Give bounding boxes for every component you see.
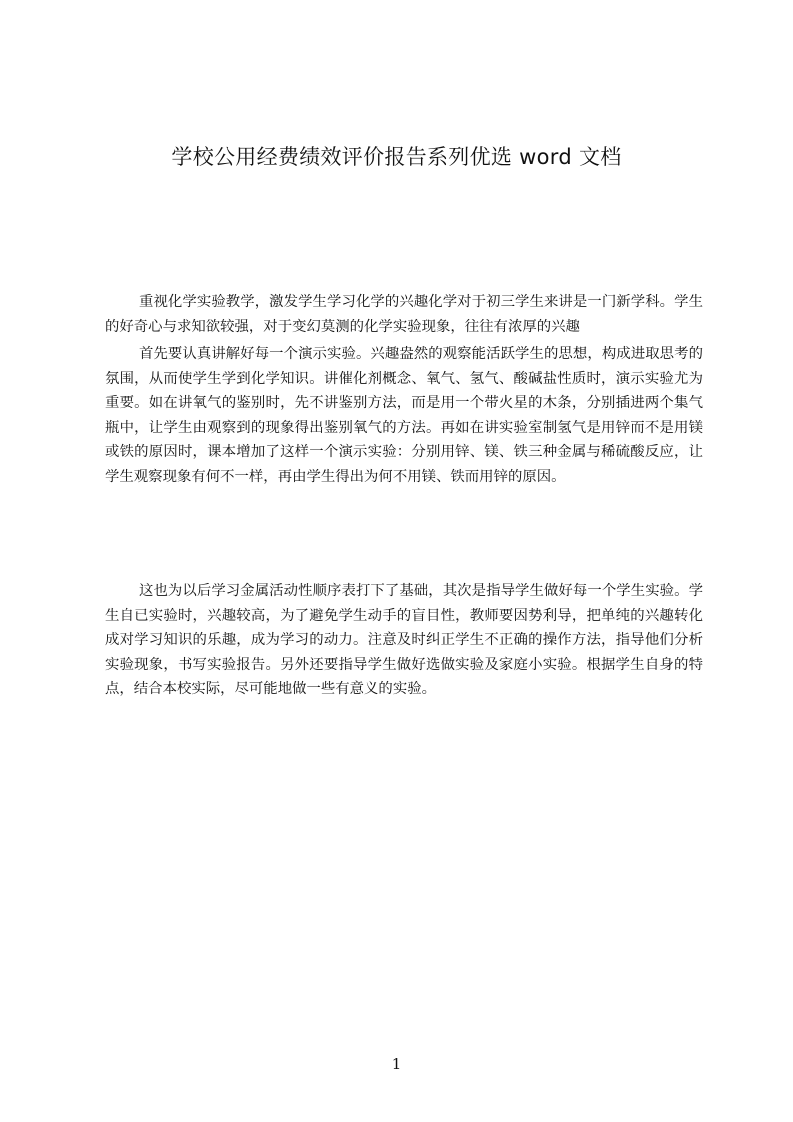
page-number: 1 <box>391 1055 402 1073</box>
paragraph-1: 重视化学实验教学，激发学生学习化学的兴趣化学对于初三学生来讲是一门新学科。学生的好奇心与求知欲较强，对于变幻莫测的化学实验现象，往往有浓厚的兴趣 <box>105 294 703 335</box>
document-title: 学校公用经费绩效评价报告系列优选 word 文档 <box>171 145 622 169</box>
paragraph-3: 这也为以后学习金属活动性顺序表打下了基础，其次是指导学生做好每一个学生实验。学生自已实验时，兴趣较高，为了避免学生动手的盲目性，教师要因势利导，把单纯的兴趣转化成对学习知识的乐趣，成为学习的动力。注意及时纠正学生不正确的操作方法，指导他们分析实验现象，书写实验报告。另外还要指导学生做好选做实验及家庭小实验。根据学生自身的特点，结合本校实际，尽可能地做一些有意义的实验。 <box>105 583 703 697</box>
paragraph-2: 首先要认真讲解好每一个演示实验。兴趣盎然的观察能活跃学生的思想，构成进取思考的氛围，从而使学生学到化学知识。讲催化剂概念、氧气、氢气、酸碱盐性质时，演示实验尤为重要。如在讲氧气的鉴别时，先不讲鉴别方法，而是用一个带火星的木条，分别插进两个集气瓶中，让学生由观察到的现象得出鉴别氧气的方法。再如在讲实验室制氢气是用锌而不是用镁或铁的原因时，课本增加了这样一个演示实验：分别用锌、镁、铁三种金属与稀硫酸反应，让学生观察现象有何不一样，再由学生得出为何不用镁、铁而用锌的原因。 <box>105 346 703 485</box>
